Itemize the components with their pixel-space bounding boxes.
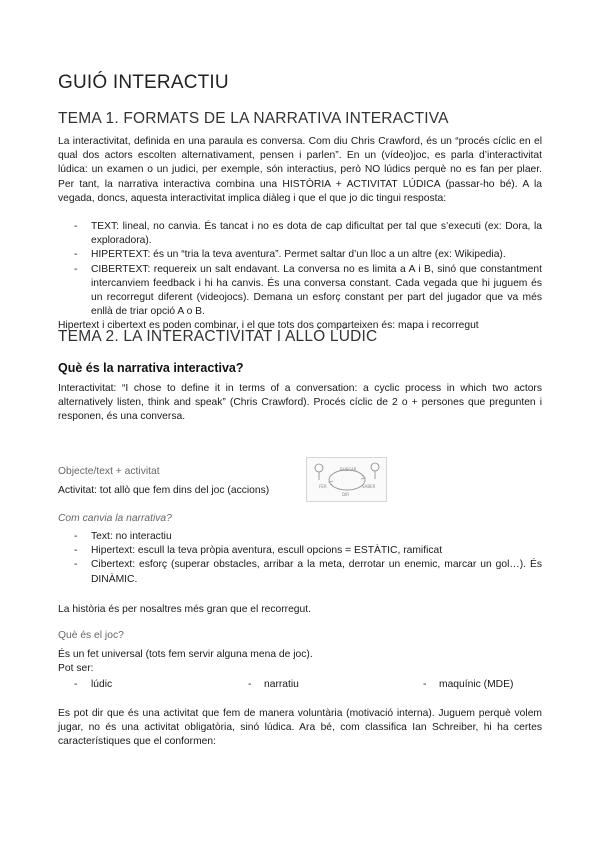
list-item-text: - Text: no interactiu: [58, 530, 542, 544]
document-title: GUIÓ INTERACTIU: [58, 72, 229, 93]
tema2-subheading: Què és la narrativa interactiva?: [58, 361, 244, 375]
question-how-narrative-changes: Com canvia la narrativa?: [58, 513, 172, 524]
list-item-cibertext: - Cibertext: esforç (superar obstacles, arribar a la meta, derrotar un enemic, marcar un gol…). És DINÀMIC.: [58, 558, 542, 586]
list-item-hipertext: - Hipertext: escull la teva pròpia aventura, escull opcions = ESTÀTIC, ramificat: [58, 544, 542, 558]
tema1-intro-paragraph: La interactivitat, definida en una paraula es conversa. Com diu Chris Crawford, és un “procés cíclic en el qual dos actors escolten alternativament, pensen i parlen”. En un (vídeo)joc, es parla d’interactivitat lúdica: un examen o un judici, per exemple, són interactius, però NO lúdics perquè no es fan per plaer. Per tant, la narrativa interactiva combina una HISTÒRIA + ACTIVITAT LÚDICA (passar-ho bé). A la vegada, doncs, aquesta interactivitat implica diàleg i que el que jo dic tingui resposta:: [58, 136, 542, 204]
game-can-be-line: Pot ser:: [58, 663, 94, 674]
tema2-heading: TEMA 2. LA INTERACTIVITAT I ALLÒ LÚDIC: [58, 328, 378, 345]
activity-line: Activitat: tot allò que fem dins del joc (accions): [58, 485, 270, 496]
story-vs-path-line: La història és per nosaltres més gran que el recorregut.: [58, 604, 311, 615]
svg-text:FER: FER: [319, 484, 327, 489]
game-universal-line: És un fet universal (tots fem servir alguna mena de joc).: [58, 649, 313, 660]
list-item-cibertext: - CIBERTEXT: requereix un salt endavant. La conversa no es limita a A i B, sinó que constantment intercanviem feedback i hi ha canvis. És una conversa constant. Cada vegada que hi juguem és un recorregut diferent (videojocs). Demana un esforç constant per part del jugador que va més enllà de triar opció A o B.: [58, 263, 542, 320]
game-type-narratiu: narratiu: [264, 679, 299, 690]
game-type-maquinic: maquínic (MDE): [439, 679, 514, 690]
list-item-hipertext: - HIPERTEXT: és un “tria la teva aventura”. Permet saltar d’un lloc a un altre (ex: Wikipedia).: [58, 248, 542, 262]
voluntary-activity-paragraph: Es pot dir que és una activitat que fem de manera voluntària (motivació interna). Juguem perquè volem jugar, no és una activitat obligatòria, sinó lúdica. Ara bé, com classifica Ian Schreiber, hi ha certes característiques que el conformen:: [58, 708, 542, 748]
game-type-ludic: lúdic: [91, 679, 113, 690]
svg-text:BUSCAR: BUSCAR: [340, 467, 357, 472]
tema1-closing-line: Hipertext i cibertext es poden combinar, i el que tots dos comparteixen és: mapa i recorregut: [58, 320, 479, 331]
interactivity-definition: Interactivitat: “I chose to define it in terms of a conversation: a cyclic process in which two actors alternatively listen, think and speak” (Chris Crawford). Procés cíclic de 2 o + persones que pregunten i responen, és una conversa.: [58, 383, 542, 423]
svg-text:SABER: SABER: [362, 484, 376, 489]
question-what-is-game: Què és el joc?: [58, 630, 124, 641]
narrative-changes-list: [58, 530, 542, 587]
cycle-sketch-icon: [307, 458, 386, 501]
tema1-format-list: [58, 220, 542, 319]
svg-text:DIR: DIR: [342, 492, 350, 497]
tema1-heading: TEMA 1. FORMATS DE LA NARRATIVA INTERACTIVA: [58, 110, 449, 127]
sketch-diagram-image: [306, 457, 387, 502]
object-activity-label: Objecte/text + activitat: [58, 466, 160, 477]
list-item-text: - TEXT: lineal, no canvia. És tancat i no es dota de cap dificultat per tal que s’executi (ex: Dora, la exploradora).: [58, 220, 542, 248]
